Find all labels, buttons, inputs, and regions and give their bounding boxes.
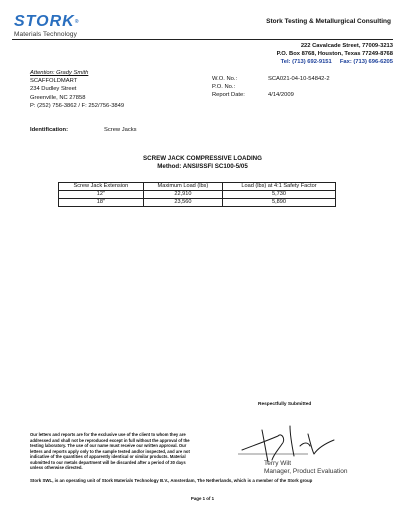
page-number: Page 1 of 1 <box>190 496 215 501</box>
client-name: SCAFFOLDMART <box>30 78 78 85</box>
meta-label: P.O. No.: <box>212 84 236 90</box>
column-header: Screw Jack Extension <box>59 183 144 191</box>
meta-row-wo <box>212 75 330 83</box>
respectfully-submitted: Respectfully Submitted <box>258 402 312 407</box>
meta-value: 4/14/2009 <box>268 92 294 98</box>
table-row <box>59 199 336 207</box>
column-header: Maximum Load (lbs) <box>143 183 222 191</box>
signer-title: Manager, Product Evaluation <box>264 468 348 475</box>
signer-block <box>264 460 347 476</box>
column-header: Load (lbs) at 4:1 Safety Factor <box>223 183 336 191</box>
signer-name: Terry Wilt <box>264 460 292 467</box>
identification-value: Screw Jacks <box>104 127 137 133</box>
header-divider <box>12 39 393 40</box>
table-cell: 5,890 <box>223 199 336 207</box>
table-header-row <box>59 183 336 191</box>
contact-numbers <box>277 58 393 66</box>
client-city: Greenville, NC 27858 <box>30 94 86 101</box>
handwritten-signature <box>238 420 348 464</box>
telephone-number: Tel: (713) 692-9151 <box>280 59 332 65</box>
table-cell: 22,910 <box>143 191 222 199</box>
meta-value: SCA021-04-10-54842-2 <box>268 76 330 82</box>
logo-wordmark: STORK® <box>14 13 80 30</box>
client-phone-fax: P: (252) 756-3862 / F: 252/756-3849 <box>30 102 125 109</box>
report-title: SCREW JACK COMPRESSIVE LOADING <box>143 155 262 162</box>
meta-label: Report Date: <box>212 92 245 98</box>
table-row <box>59 191 336 199</box>
meta-row-date <box>212 91 330 99</box>
table-cell: 23,560 <box>143 199 222 207</box>
report-method: Method: ANSI/SSFI SC100-5/05 <box>157 163 248 170</box>
table-cell: 18" <box>59 199 144 207</box>
logo-subtitle: Materials Technology <box>14 31 77 38</box>
meta-row-po <box>212 83 330 91</box>
meta-label: W.O. No.: <box>212 76 238 82</box>
report-meta <box>212 75 330 99</box>
identification-label: Identification: <box>30 127 68 133</box>
attention-line: Attention: Grady Smith <box>30 70 89 76</box>
company-name: Stork Testing & Metallurgical Consulting <box>266 18 391 25</box>
footer-note: Stork SWL, is an operating unit of Stork Materials Technology B.V., Amsterdam, The Netherlands, which is a member of the Stork group <box>30 478 313 483</box>
results-table <box>58 182 336 207</box>
table-cell: 12" <box>59 191 144 199</box>
client-street: 234 Dudley Street <box>30 86 77 93</box>
client-address-block <box>30 69 124 110</box>
address-line-1: 222 Cavalcade Street, 77009-3213 <box>300 43 393 49</box>
fax-number: Fax: (713) 696-6205 <box>339 59 393 65</box>
legal-disclaimer: Our letters and reports are for the exclusive use of the client to whom they are addressed and shall not be reproduced except in full without the approval of the testing laboratory. The use of our name must receive our written approval. Our letters and reports apply only to the sample tested and/or inspected, and are not indicative of the quantities of apparently identical or similar products. Material submitted to our metals department will be discarded after a period of 30 days unless otherwise directed. <box>30 432 190 470</box>
table-cell: 5,730 <box>223 191 336 199</box>
address-line-2: P.O. Box 8768, Houston, Texas 77249-8768 <box>276 51 393 57</box>
company-address <box>277 42 393 66</box>
company-logo <box>14 14 79 38</box>
